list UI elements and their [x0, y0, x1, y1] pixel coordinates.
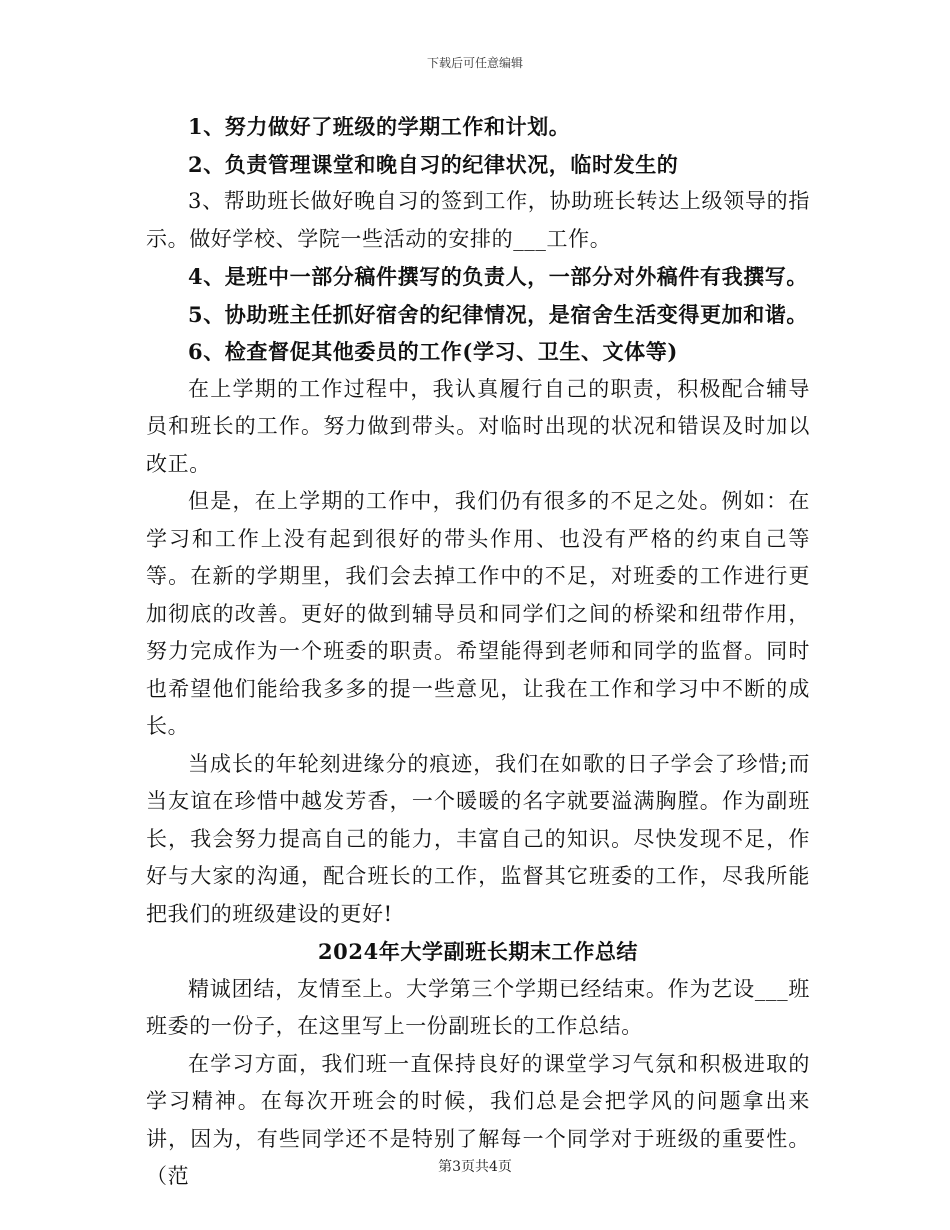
duty-item-2: 2、负责管理课堂和晚自习的纪律状况，临时发生的: [188, 151, 679, 177]
body-paragraph-3: 当成长的年轮刻进缘分的痕迹，我们在如歌的日子学会了珍惜;而当友谊在珍惜中越发芳香，一个暖暖的名字就要溢满胸膛。作为副班长，我会努力提高自己的能力，丰富自己的知识。尽快发现不足，作好与大家的沟通，配合班长的工作，监督其它班委的工作，尽我所能把我们的班级建设的更好!: [146, 751, 810, 926]
section-title: 2024年大学副班长期末工作总结: [317, 939, 639, 964]
section2-paragraph-2: 在学习方面，我们班一直保持良好的课堂学习气氛和积极进取的学习精神。在每次开班会的时候，我们总是会把学风的问题拿出来讲，因为，有些同学还不是特别了解每一个同学对于班级的重要性。（范: [146, 1051, 810, 1188]
page-header: 下载后可任意编辑: [426, 56, 523, 70]
document-body: [146, 108, 810, 1196]
duty-item-5: 5、协助班主任抓好宿舍的纪律情况，是宿舍生活变得更加和谐。: [188, 301, 809, 327]
body-paragraph-2: 但是，在上学期的工作中，我们仍有很多的不足之处。例如：在学习和工作上没有起到很好的带头作用、也没有严格的约束自己等等。在新的学期里，我们会去掉工作中的不足，对班委的工作进行更加彻底的改善。更好的做到辅导员和同学们之间的桥梁和纽带作用，努力完成作为一个班委的职责。希望能得到老师和同学的监督。同时也希望他们能给我多多的提一些意见，让我在工作和学习中不断的成长。: [146, 489, 810, 738]
duty-item-1: 1、努力做好了班级的学期工作和计划。: [188, 114, 571, 139]
section2-paragraph-1: 精诚团结，友情至上。大学第三个学期已经结束。作为艺设___班班委的一份子，在这里写上一份副班长的工作总结。: [146, 976, 810, 1038]
duty-item-4: 4、是班中一部分稿件撰写的负责人，一部分对外稿件有我撰写。: [188, 264, 809, 289]
duty-item-6: 6、检查督促其他委员的工作(学习、卫生、文体等): [188, 339, 678, 364]
duty-item-3: 3、帮助班长做好晚自习的签到工作，协助班长转达上级领导的指示。做好学校、学院一些活动的安排的___工作。: [146, 189, 810, 251]
body-paragraph-1: 在上学期的工作过程中，我认真履行自己的职责，积极配合辅导员和班长的工作。努力做到带头。对临时出现的状况和错误及时加以改正。: [146, 376, 810, 476]
page-footer: 第3页共4页: [438, 1159, 512, 1175]
